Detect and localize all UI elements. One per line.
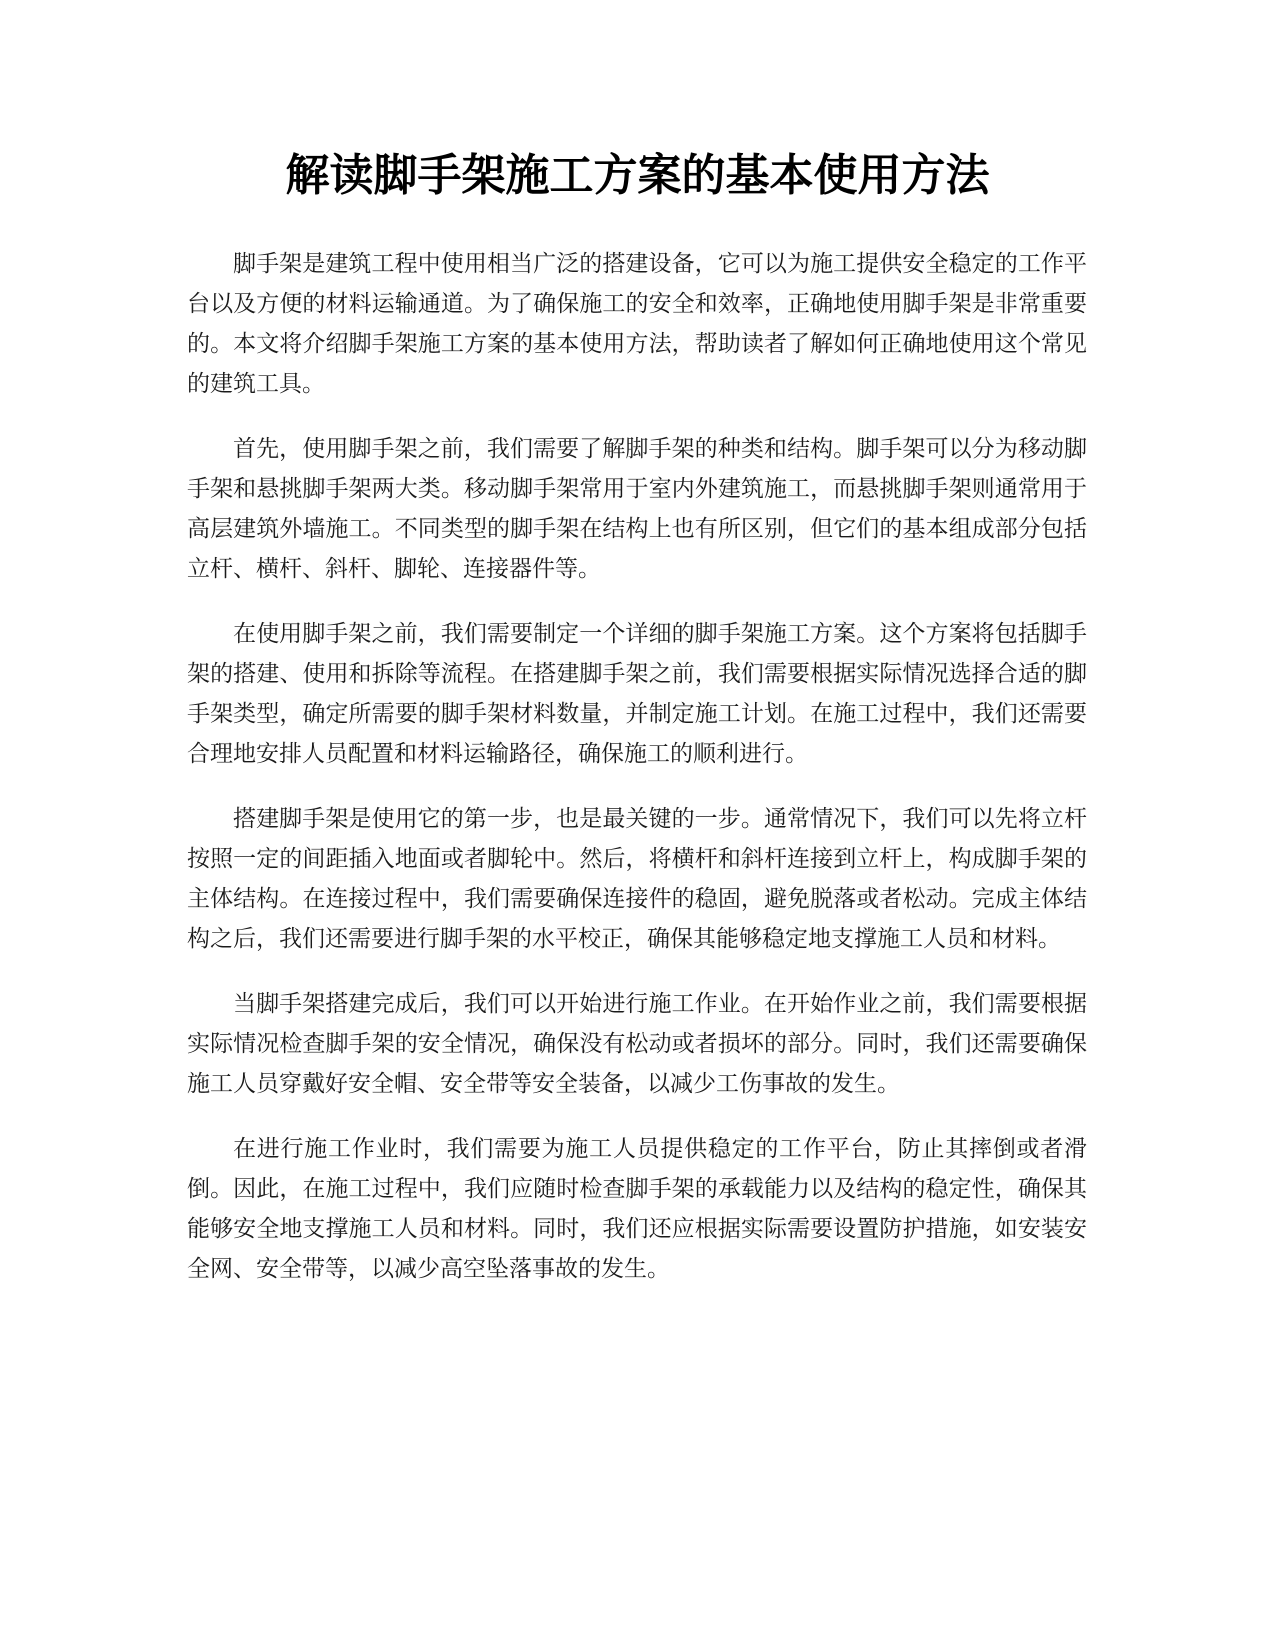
- paragraph-safety: 在进行施工作业时，我们需要为施工人员提供稳定的工作平台，防止其摔倒或者滑倒。因此，在施工过程中，我们应随时检查脚手架的承载能力以及结构的稳定性，确保其能够安全地支撑施工人员和材料。同时，我们还应根据实际需要设置防护措施，如安装安全网、安全带等，以减少高空坠落事故的发生。: [187, 1136, 1087, 1282]
- document-body: [187, 244, 1087, 1314]
- paragraph-erection: 搭建脚手架是使用它的第一步，也是最关键的一步。通常情况下，我们可以先将立杆按照一定的间距插入地面或者脚轮中。然后，将横杆和斜杆连接到立杆上，构成脚手架的主体结构。在连接过程中，我们需要确保连接件的稳固，避免脱落或者松动。完成主体结构之后，我们还需要进行脚手架的水平校正，确保其能够稳定地支撑施工人员和材料。: [187, 806, 1087, 952]
- page-title: 解读脚手架施工方案的基本使用方法: [285, 150, 990, 201]
- paragraph-plan: 在使用脚手架之前，我们需要制定一个详细的脚手架施工方案。这个方案将包括脚手架的搭建、使用和拆除等流程。在搭建脚手架之前，我们需要根据实际情况选择合适的脚手架类型，确定所需要的脚手架材料数量，并制定施工计划。在施工过程中，我们还需要合理地安排人员配置和材料运输路径，确保施工的顺利进行。: [187, 621, 1087, 767]
- paragraph-intro: 脚手架是建筑工程中使用相当广泛的搭建设备，它可以为施工提供安全稳定的工作平台以及方便的材料运输通道。为了确保施工的安全和效率，正确地使用脚手架是非常重要的。本文将介绍脚手架施工方案的基本使用方法，帮助读者了解如何正确地使用这个常见的建筑工具。: [187, 251, 1087, 397]
- paragraph-types: 首先，使用脚手架之前，我们需要了解脚手架的种类和结构。脚手架可以分为移动脚手架和悬挑脚手架两大类。移动脚手架常用于室内外建筑施工，而悬挑脚手架则通常用于高层建筑外墙施工。不同类型的脚手架在结构上也有所区别，但它们的基本组成部分包括立杆、横杆、斜杆、脚轮、连接器件等。: [187, 436, 1087, 582]
- paragraph-inspection: 当脚手架搭建完成后，我们可以开始进行施工作业。在开始作业之前，我们需要根据实际情况检查脚手架的安全情况，确保没有松动或者损坏的部分。同时，我们还需要确保施工人员穿戴好安全帽、安全带等安全装备，以减少工伤事故的发生。: [187, 991, 1087, 1097]
